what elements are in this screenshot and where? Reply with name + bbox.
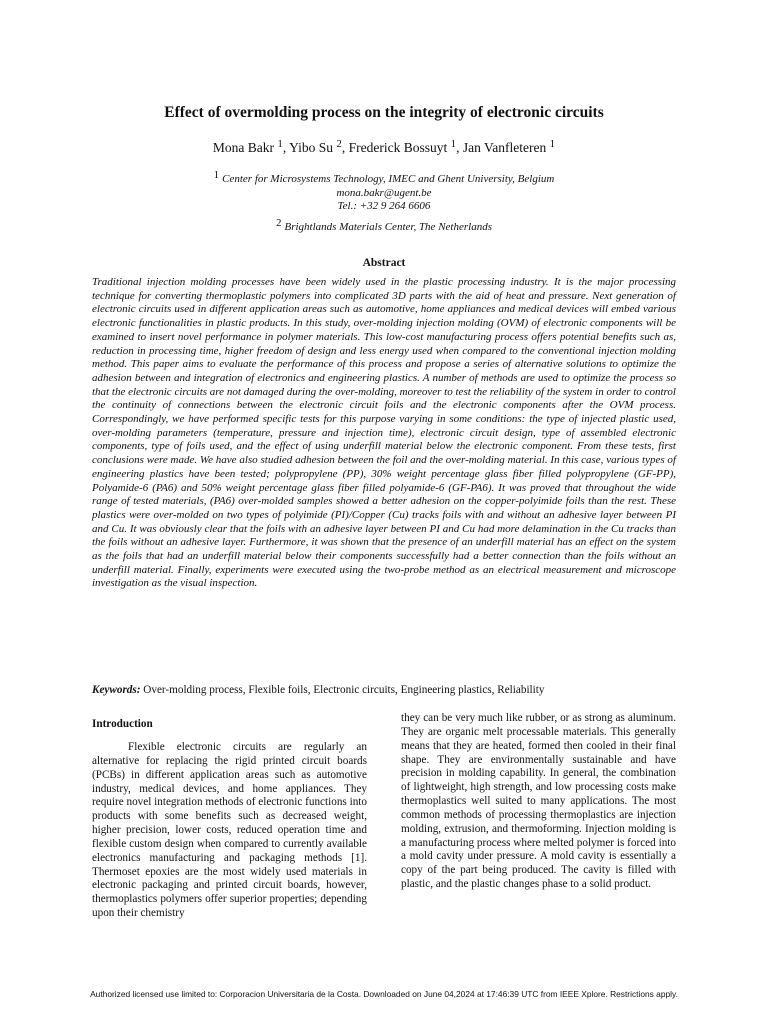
license-footer: Authorized licensed use limited to: Corporacion Universitaria de la Costa. Downloaded on June 04,2024 at 17:46:39 UTC from IEEE Xplore. Restrictions apply. xyxy=(90,989,678,999)
affiliation-1 xyxy=(60,169,708,214)
body-column-right xyxy=(401,712,676,892)
affiliation-2 xyxy=(60,217,708,235)
author-separator: , xyxy=(282,140,290,155)
affiliation-institution: $^2$ Brightlands Materials Center, The Netherlands xyxy=(276,217,492,233)
section-heading-introduction: Introduction xyxy=(92,718,153,730)
author-name: Mona Bakr xyxy=(212,140,274,155)
affiliation-phone: Tel.: +32 9 264 6606 xyxy=(337,200,431,212)
author-list xyxy=(60,138,708,158)
author-name: Jan Vanfleteren xyxy=(462,140,547,155)
author-affiliation-mark: 1 xyxy=(277,138,283,150)
affiliation-number: 2 xyxy=(276,217,282,229)
author-separator: , xyxy=(456,140,463,155)
author-affiliation-mark: 1 xyxy=(549,138,556,150)
keywords-line xyxy=(92,683,676,697)
keywords-label: Keywords: xyxy=(92,684,141,696)
body-column-left xyxy=(92,712,367,921)
keywords-text: Over-molding process, Flexible foils, Electronic circuits, Engineering plastics, Reliability xyxy=(143,684,545,696)
author-affiliation-mark: 2 xyxy=(336,138,342,150)
paper-title: Effect of overmolding process on the integrity of electronic circuits xyxy=(164,104,604,121)
affiliation-email: mona.bakr@ugent.be xyxy=(336,186,432,199)
abstract-text: Traditional injection molding processes have been widely used in the plastic processing industry. It is the major processing technique for converting thermoplastic polymers into complicated 3D parts with the aid of heat and pressure. Next generation of electronic circuits used in different application areas such as automotive, home appliances and medical devices will embed various electronic functionalities in plastic products. In this study, over-molding injection molding (OVM) of electronic components will be examined to insert novel performance in polymer materials. This low-cost manufacturing process offers potential benefits such as, reduction in processing time, higher freedom of design and less energy used when compared to the conventional injection molding method. This paper aims to evaluate the performance of this process and propose a series of alternative solutions to optimize the adhesion between and integration of electronics and engineering plastics. A number of methods are used to optimize the process so that the electronic circuits are not damaged during the over-molding, moreover to test the reliability of the system in order to control the continuity of connections between the electronic circuit foils and the electronic components after the OVM process. Correspondingly, we have performed specific tests for this purpose varying in some conditions: the type of injected plastic used, over-molding parameters (temperature, pressure and injection time), electronic circuit design, type of assembled electronic components, type of foils used, and the effect of using underfill material below the electronic component. From these tests, first conclusions were made. We have also studied adhesion between the foil and the over-molding material. In this case, various types of engineering plastics have been tested; polypropylene (PP), 30% weight percentage glass fiber filled polypropylene (GF-PP), Polyamide-6 (PA6) and 50% weight percentage glass fiber filled polyamide-6 (GF-PA6). It was proved that throughout the wide range of tested materials, (PA6) over-molded samples showed a better adhesion on the copper-polyimide foils than the rest. These plastics were over-molded on two types of polyimide (PI)/Copper (Cu) tracks foils with and without an adhesive layer between PI and Cu. It was obviously clear that the foils with an adhesive layer between PI and Cu had more delamination in the Cu tracks than the foils without an adhesive layer. Furthermore, it was shown that the presence of an underfill material has an effect on the system as the foils that had an underfill material below their components successfully had a better connection than the foils without an underfill material. Finally, experiments were executed using the two-probe method as an electrical measurement and microscope investigation as the visual inspection. xyxy=(92,276,676,590)
abstract-heading: Abstract xyxy=(362,257,406,269)
author-separator: , xyxy=(341,140,349,155)
author-affiliation-mark: 1 xyxy=(450,138,457,150)
affiliation-number: 1 xyxy=(213,169,220,181)
author-name: Yibo Su xyxy=(289,140,334,155)
author-name: Frederick Bossuyt xyxy=(348,140,448,155)
intro-paragraph-continued: they can be very much like rubber, or as strong as aluminum. They are organic melt processable materials. This generally means that they are heated, formed then cooled in their final shape. They are environmentally sustainable and have precision in molding capability. In general, the combination of lightweight, high strength, and low processing costs make thermoplastics well suited to many applications. The most common methods of processing thermoplastics are injection molding, extrusion, and thermoforming. Injection molding is a manufacturing process where melted polymer is forced into a mold cavity under pressure. A mold cavity is essentially a copy of the part being produced. The cavity is filled with plastic, and the plastic changes phase to a solid product. xyxy=(401,712,676,891)
affiliation-institution: $^1$ Center for Microsystems Technology, IMEC and Ghent University, Belgium xyxy=(213,169,555,185)
intro-paragraph: Flexible electronic circuits are regularly an alternative for replacing the rigid printed circuit boards (PCBs) in different application areas such as automotive industry, medical devices, and home appliances. They require novel integration methods of electronic functions into products with some benefits such as decreased weight, higher precision, lower costs, reduced operation time and flexible custom design when compared to currently available electronics manufacturing and packaging methods [1]. Thermoset epoxies are the most widely used materials in electronic packaging and printed circuit boards, however, thermoplastics polymers offer superior properties; depending upon their chemistry xyxy=(92,741,367,920)
